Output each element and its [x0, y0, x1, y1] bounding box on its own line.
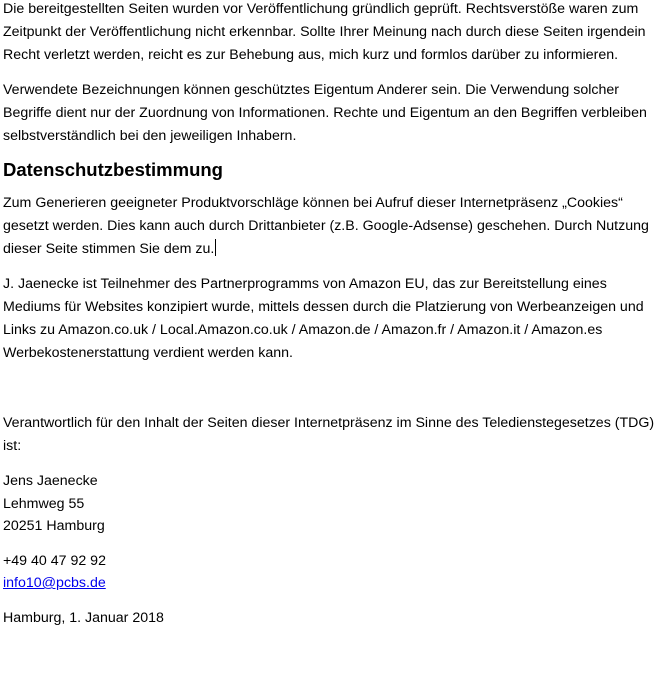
text-cursor — [215, 239, 216, 256]
address-city: 20251 Hamburg — [3, 518, 105, 534]
disclaimer-paragraph: Die bereitgestellten Seiten wurden vor Veröffentlichung gründlich geprüft. Rechtsverstöße waren zum Zeitpunkt der Veröffentlichung nicht erkennbar. Sollte Ihrer Meinung nach durch diese Seiten irgendein Recht verletzt werden, reicht es zur Behebung aus, mich kurz und formlos darüber zu informieren. — [3, 1, 646, 63]
privacy-heading: Datenschutzbestimmung — [3, 159, 223, 180]
amazon-paragraph: J. Jaenecke ist Teilnehmer des Partnerprogramms von Amazon EU, das zur Bereitstellung eines Mediums für Websites konzipiert wurde, mittels dessen durch die Platzierung von Werbeanzeigen und Links zu Amazon.co.uk / Local.Amazon.co.uk / Amazon.de / Amazon.fr / Amazon.it / Amazon.es Werbekostenerstattung verdient werden kann. — [3, 276, 644, 361]
cookies-paragraph[interactable] — [3, 192, 667, 261]
address-name: Jens Jaenecke — [3, 473, 98, 489]
address-block — [3, 470, 667, 538]
document-body — [3, 0, 667, 630]
address-street: Lehmweg 55 — [3, 495, 85, 512]
phone-number: +49 40 47 92 92 — [3, 552, 106, 569]
cookies-text: Zum Generieren geeigneter Produktvorschläge können bei Aufruf dieser Internetpräsenz „Cookies“ gesetzt werden. Dies kann auch durch Drittanbieter (z.B. Google-Adsense) geschehen. Durch Nutzung dieser Seite stimmen Sie dem zu. — [3, 195, 649, 257]
email-link[interactable]: info10@pcbs.de — [3, 575, 106, 591]
place-date: Hamburg, 1. Januar 2018 — [3, 609, 164, 626]
responsible-paragraph: Verantwortlich für den Inhalt der Seiten dieser Internetpräsenz im Sinne des Teledienstegesetzes (TDG) ist: — [3, 415, 655, 454]
contact-block — [3, 550, 667, 595]
trademarks-paragraph: Verwendete Bezeichnungen können geschütztes Eigentum Anderer sein. Die Verwendung solcher Begriffe dient nur der Zuordnung von Informationen. Rechte und Eigentum an den Begriffen verbleiben selbstverständlich bei den jeweiligen Inhabern. — [3, 82, 647, 144]
